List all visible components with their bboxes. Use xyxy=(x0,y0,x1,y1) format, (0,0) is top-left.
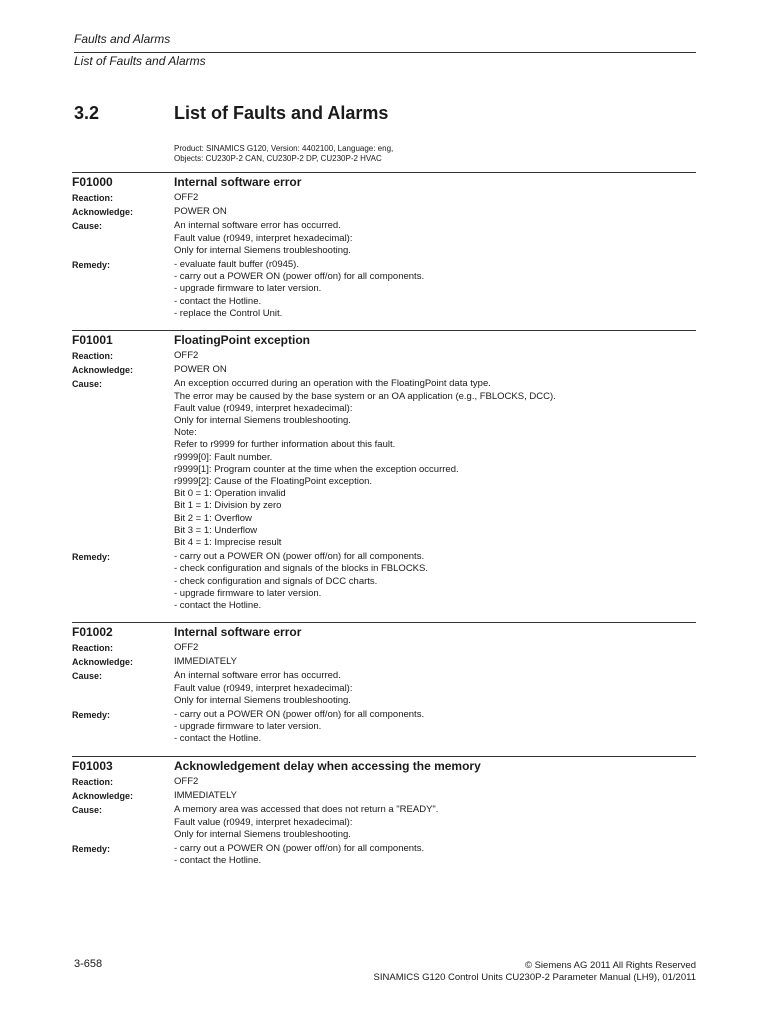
fault-code: F01002 xyxy=(72,625,113,639)
acknowledge-row xyxy=(72,790,696,802)
cause-label: Cause: xyxy=(72,379,103,390)
cause-line: An internal software error has occurred. xyxy=(174,220,341,232)
remedy-line: - evaluate fault buffer (r0945). xyxy=(174,259,299,271)
acknowledge-row xyxy=(72,206,696,218)
remedy-label: Remedy: xyxy=(72,844,111,855)
cause-line: An exception occurred during an operation with the FloatingPoint data type. xyxy=(174,378,491,390)
cause-label: Cause: xyxy=(72,221,103,232)
acknowledge-text: IMMEDIATELY xyxy=(174,656,237,668)
reaction-label: Reaction: xyxy=(72,193,114,203)
cause-label: Cause: xyxy=(72,671,103,682)
remedy-line: - upgrade firmware to later version. xyxy=(174,587,322,599)
remedy-line: - carry out a POWER ON (power off/on) for all components. xyxy=(174,551,425,563)
cause-line: r9999[1]: Program counter at the time when the exception occurred. xyxy=(174,463,459,475)
remedy-line: - contact the Hotline. xyxy=(174,600,262,612)
cause-line: Fault value (r0949, interpret hexadecimal): xyxy=(174,682,353,694)
remedy-value xyxy=(174,551,428,612)
cause-row xyxy=(72,220,696,257)
remedy-line: - replace the Control Unit. xyxy=(174,307,283,319)
remedy-line: - check configuration and signals of DCC charts. xyxy=(174,575,378,587)
cause-line: Fault value (r0949, interpret hexadecimal): xyxy=(174,816,353,828)
remedy-label: Remedy: xyxy=(72,260,111,271)
remedy-value xyxy=(174,709,424,746)
remedy-row xyxy=(72,551,696,612)
remedy-line: - upgrade firmware to later version. xyxy=(174,283,322,295)
remedy-row xyxy=(72,709,696,746)
acknowledge-row xyxy=(72,364,696,376)
remedy-line: - contact the Hotline. xyxy=(174,733,262,745)
cause-line: Fault value (r0949, interpret hexadecimal): xyxy=(174,232,353,244)
fault-title: Internal software error xyxy=(174,625,302,639)
cause-value xyxy=(174,378,556,549)
cause-value xyxy=(174,220,352,257)
fault-entry xyxy=(72,330,696,612)
remedy-line: - carry out a POWER ON (power off/on) for all components. xyxy=(174,709,425,721)
acknowledge-label: Acknowledge: xyxy=(72,657,134,668)
cause-line: r9999[0]: Fault number. xyxy=(174,451,273,463)
reaction-row xyxy=(72,192,696,204)
reaction-text: OFF2 xyxy=(174,776,199,787)
entry-title-row xyxy=(72,174,696,190)
running-header-chapter: Faults and Alarms xyxy=(74,32,171,46)
fault-title: Acknowledgement delay when accessing the memory xyxy=(174,759,481,773)
objects-meta-line: Objects: CU230P-2 CAN, CU230P-2 DP, CU230P-2 HVAC xyxy=(174,154,382,163)
reaction-text: OFF2 xyxy=(174,350,199,361)
section-number: 3.2 xyxy=(74,103,100,123)
cause-line: An internal software error has occurred. xyxy=(174,670,341,682)
cause-line: Bit 2 = 1: Overflow xyxy=(174,512,252,524)
cause-line: Note: xyxy=(174,427,197,439)
reaction-text: OFF2 xyxy=(174,642,199,653)
product-meta-line: Product: SINAMICS G120, Version: 4402100, Language: eng, xyxy=(174,144,394,153)
remedy-label: Remedy: xyxy=(72,552,111,563)
cause-row xyxy=(72,804,696,841)
acknowledge-value xyxy=(174,364,227,376)
manual-title: SINAMICS G120 Control Units CU230P-2 Parameter Manual (LH9), 01/2011 xyxy=(373,972,696,983)
remedy-value xyxy=(174,843,424,867)
reaction-value xyxy=(174,350,198,362)
copyright-notice: © Siemens AG 2011 All Rights Reserved xyxy=(524,960,696,971)
remedy-label: Remedy: xyxy=(72,710,111,721)
cause-line: The error may be caused by the base system or an OA application (e.g., FBLOCKS, DCC). xyxy=(174,390,556,402)
page-number: 3-658 xyxy=(74,958,103,970)
acknowledge-label: Acknowledge: xyxy=(72,207,134,218)
remedy-value xyxy=(174,259,424,320)
cause-line: Only for internal Siemens troubleshooting. xyxy=(174,694,351,706)
cause-line: Bit 3 = 1: Underflow xyxy=(174,524,258,536)
cause-line: r9999[2]: Cause of the FloatingPoint exception. xyxy=(174,476,373,488)
reaction-row xyxy=(72,776,696,788)
fault-title: FloatingPoint exception xyxy=(174,333,311,347)
reaction-label: Reaction: xyxy=(72,643,114,653)
entry-title-row xyxy=(72,624,696,640)
header-rule xyxy=(74,52,696,53)
cause-line: Bit 0 = 1: Operation invalid xyxy=(174,488,286,500)
reaction-text: OFF2 xyxy=(174,192,199,203)
acknowledge-value xyxy=(174,206,227,218)
fault-title: Internal software error xyxy=(174,175,302,189)
cause-value xyxy=(174,670,352,707)
reaction-row xyxy=(72,350,696,362)
section-heading xyxy=(74,103,388,124)
cause-line: Bit 4 = 1: Imprecise result xyxy=(174,537,282,549)
acknowledge-value xyxy=(174,656,237,668)
remedy-line: - carry out a POWER ON (power off/on) for all components. xyxy=(174,271,425,283)
acknowledge-label: Acknowledge: xyxy=(72,365,134,376)
acknowledge-text: POWER ON xyxy=(174,206,227,218)
cause-line: A memory area was accessed that does not return a "READY". xyxy=(174,804,439,816)
fault-code: F01001 xyxy=(72,333,113,347)
fault-entry xyxy=(72,622,696,746)
entry-rule xyxy=(72,172,696,173)
cause-line: Bit 1 = 1: Division by zero xyxy=(174,500,282,512)
entry-rule xyxy=(72,756,696,757)
reaction-label: Reaction: xyxy=(72,351,114,361)
cause-line: Only for internal Siemens troubleshooting. xyxy=(174,244,351,256)
fault-code: F01003 xyxy=(72,759,113,773)
fault-entry xyxy=(72,756,696,867)
remedy-line: - contact the Hotline. xyxy=(174,855,262,867)
section-title: List of Faults and Alarms xyxy=(174,103,389,123)
cause-line: Only for internal Siemens troubleshooting. xyxy=(174,415,351,427)
remedy-line: - upgrade firmware to later version. xyxy=(174,721,322,733)
reaction-value xyxy=(174,776,198,788)
reaction-label: Reaction: xyxy=(72,777,114,787)
remedy-line: - check configuration and signals of the blocks in FBLOCKS. xyxy=(174,563,428,575)
acknowledge-row xyxy=(72,656,696,668)
entry-title-row xyxy=(72,758,696,774)
cause-row xyxy=(72,670,696,707)
running-header-section: List of Faults and Alarms xyxy=(74,54,206,68)
acknowledge-label: Acknowledge: xyxy=(72,791,134,802)
remedy-line: - carry out a POWER ON (power off/on) for all components. xyxy=(174,843,425,855)
entry-title-row xyxy=(72,332,696,348)
cause-line: Only for internal Siemens troubleshooting. xyxy=(174,828,351,840)
entry-rule xyxy=(72,622,696,623)
cause-line: Fault value (r0949, interpret hexadecimal): xyxy=(174,402,353,414)
acknowledge-text: IMMEDIATELY xyxy=(174,790,237,802)
cause-line: Refer to r9999 for further information about this fault. xyxy=(174,439,396,451)
reaction-value xyxy=(174,192,198,204)
remedy-row xyxy=(72,259,696,320)
acknowledge-text: POWER ON xyxy=(174,364,227,376)
fault-code: F01000 xyxy=(72,175,113,189)
reaction-row xyxy=(72,642,696,654)
acknowledge-value xyxy=(174,790,237,802)
fault-entry xyxy=(72,172,696,320)
reaction-value xyxy=(174,642,198,654)
entry-rule xyxy=(72,330,696,331)
cause-value xyxy=(174,804,438,841)
cause-label: Cause: xyxy=(72,805,103,816)
remedy-row xyxy=(72,843,696,867)
cause-row xyxy=(72,378,696,549)
remedy-line: - contact the Hotline. xyxy=(174,295,262,307)
